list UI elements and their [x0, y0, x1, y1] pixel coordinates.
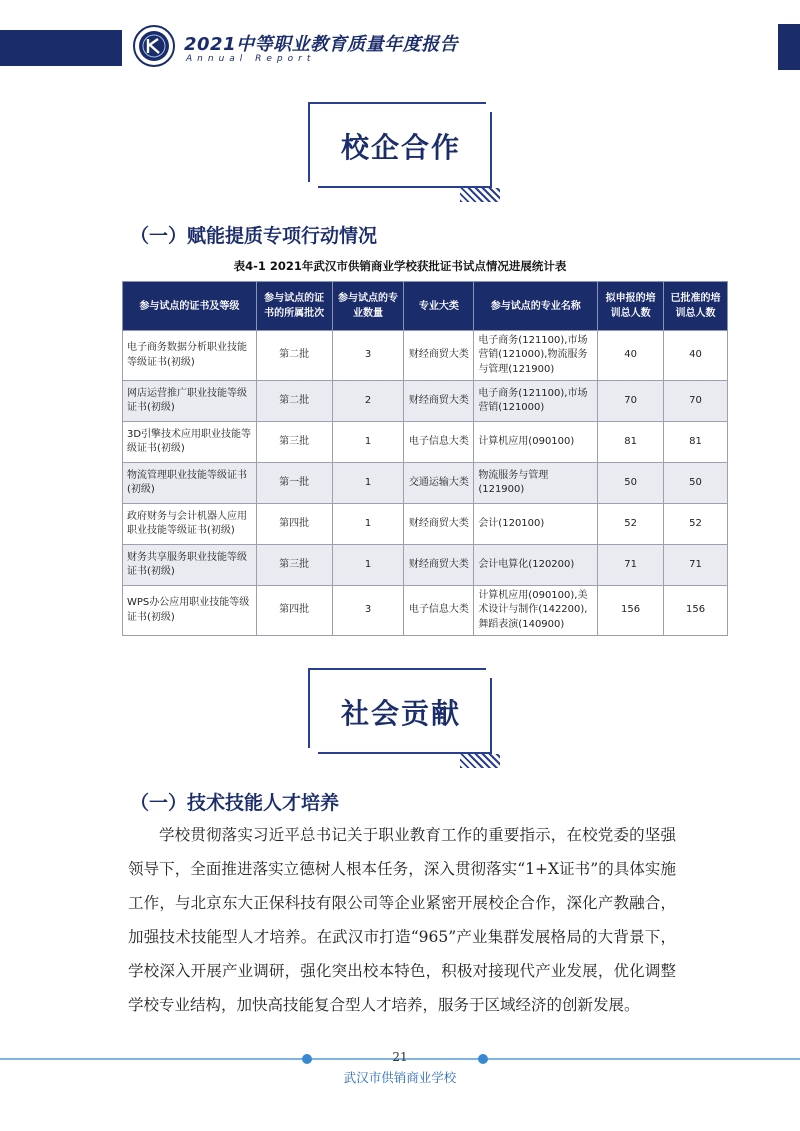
- table-row: [123, 545, 728, 586]
- table-cell: 71: [598, 545, 664, 586]
- table-cell: 财经商贸大类: [404, 545, 474, 586]
- table-cell: WPS办公应用职业技能等级证书(初级): [123, 586, 257, 636]
- table-cell: 1: [332, 463, 404, 504]
- table-cell: 财经商贸大类: [404, 331, 474, 381]
- column-header: 拟申报的培训总人数: [598, 282, 664, 331]
- table-cell: 71: [664, 545, 728, 586]
- table-cell: 50: [664, 463, 728, 504]
- table-cell: 81: [664, 422, 728, 463]
- table-cell: 156: [664, 586, 728, 636]
- header-bar-left: [0, 30, 122, 66]
- column-header: 专业大类: [404, 282, 474, 331]
- table-cell: 电子信息大类: [404, 422, 474, 463]
- table-cell: 第四批: [256, 586, 332, 636]
- table-row: [123, 331, 728, 381]
- section-heading-1: （一）赋能提质专项行动情况: [130, 225, 378, 247]
- table-cell: 3: [332, 586, 404, 636]
- table-cell: 电子信息大类: [404, 586, 474, 636]
- table-cell: 70: [598, 381, 664, 422]
- banner-label: 校企合作: [340, 131, 461, 164]
- table-cell: 第三批: [256, 545, 332, 586]
- table-cell: 第四批: [256, 504, 332, 545]
- table-cell: 财经商贸大类: [404, 504, 474, 545]
- table-cell: 3D引擎技术应用职业技能等级证书(初级): [123, 422, 257, 463]
- school-logo-icon: [132, 24, 176, 68]
- table-row: [123, 504, 728, 545]
- table-cell: 物流管理职业技能等级证书(初级): [123, 463, 257, 504]
- section-heading-2: （一）技术技能人才培养: [130, 792, 340, 814]
- table-cell: 会计电算化(120200): [474, 545, 598, 586]
- table-cell: 81: [598, 422, 664, 463]
- table-cell: 政府财务与会计机器人应用职业技能等级证书(初级): [123, 504, 257, 545]
- table-cell: 2: [332, 381, 404, 422]
- header-bar-right: [778, 24, 800, 70]
- paragraph-text: 学校贯彻落实习近平总书记关于职业教育工作的重要指示，在校党委的坚强领导下，全面推进落实立德树人根本任务，深入贯彻落实“1+X证书”的具体实施工作，与北京东大正保科技有限公司等企业紧密开展校企合作，深化产教融合，加强技术技能型人才培养。在武汉市打造“965”产业集群发展格局的大背景下，学校深入开展产业调研，强化突出校本特色，积极对接现代产业发展，优化调整学校专业结构，加快高技能复合型人才培养，服务于区域经济的创新发展。: [128, 826, 676, 1014]
- table-row: [123, 463, 728, 504]
- table-cell: 交通运输大类: [404, 463, 474, 504]
- table-cell: 40: [664, 331, 728, 381]
- table-cell: 70: [664, 381, 728, 422]
- table-cell: 电子商务(121100),市场营销(121000),物流服务与管理(121900): [474, 331, 598, 381]
- report-subtitle: Annual Report: [186, 54, 316, 64]
- table-cell: 50: [598, 463, 664, 504]
- table-cell: 52: [598, 504, 664, 545]
- table-cell: 40: [598, 331, 664, 381]
- page-number: 21: [392, 1050, 408, 1064]
- table-row: [123, 381, 728, 422]
- table-cell: 第二批: [256, 381, 332, 422]
- table-cell: 1: [332, 545, 404, 586]
- certificate-pilot-table: [122, 281, 728, 636]
- table-cell: 财经商贸大类: [404, 381, 474, 422]
- report-title: 2021中等职业教育质量年度报告: [184, 34, 459, 55]
- section-banner-social-contribution: [308, 668, 494, 756]
- table-row: [123, 422, 728, 463]
- column-header: 参与试点的专业名称: [474, 282, 598, 331]
- table-cell: 1: [332, 504, 404, 545]
- table-cell: 网店运营推广职业技能等级证书(初级): [123, 381, 257, 422]
- table-row: [123, 586, 728, 636]
- column-header: 参与试点的证书的所属批次: [256, 282, 332, 331]
- footer-school-name: 武汉市供销商业学校: [343, 1070, 457, 1085]
- column-header: 已批准的培训总人数: [664, 282, 728, 331]
- body-paragraph: [128, 818, 676, 1022]
- banner-label: 社会贡献: [340, 697, 461, 730]
- table-cell: 156: [598, 586, 664, 636]
- table-cell: 第三批: [256, 422, 332, 463]
- table-cell: 计算机应用(090100),美术设计与制作(142200),舞蹈表演(140900): [474, 586, 598, 636]
- table-caption: 表4-1 2021年武汉市供销商业学校获批证书试点情况进展统计表: [233, 259, 567, 273]
- column-header: 参与试点的专业数量: [332, 282, 404, 331]
- table-cell: 第二批: [256, 331, 332, 381]
- table-cell: 3: [332, 331, 404, 381]
- table-cell: 物流服务与管理(121900): [474, 463, 598, 504]
- table-cell: 电子商务(121100),市场营销(121000): [474, 381, 598, 422]
- table-cell: 电子商务数据分析职业技能等级证书(初级): [123, 331, 257, 381]
- table-cell: 52: [664, 504, 728, 545]
- table-cell: 会计(120100): [474, 504, 598, 545]
- section-banner-school-enterprise: [308, 102, 494, 190]
- table-cell: 第一批: [256, 463, 332, 504]
- column-header: 参与试点的证书及等级: [123, 282, 257, 331]
- table-cell: 财务共享服务职业技能等级证书(初级): [123, 545, 257, 586]
- table-cell: 计算机应用(090100): [474, 422, 598, 463]
- table-cell: 1: [332, 422, 404, 463]
- table-header-row: [123, 282, 728, 331]
